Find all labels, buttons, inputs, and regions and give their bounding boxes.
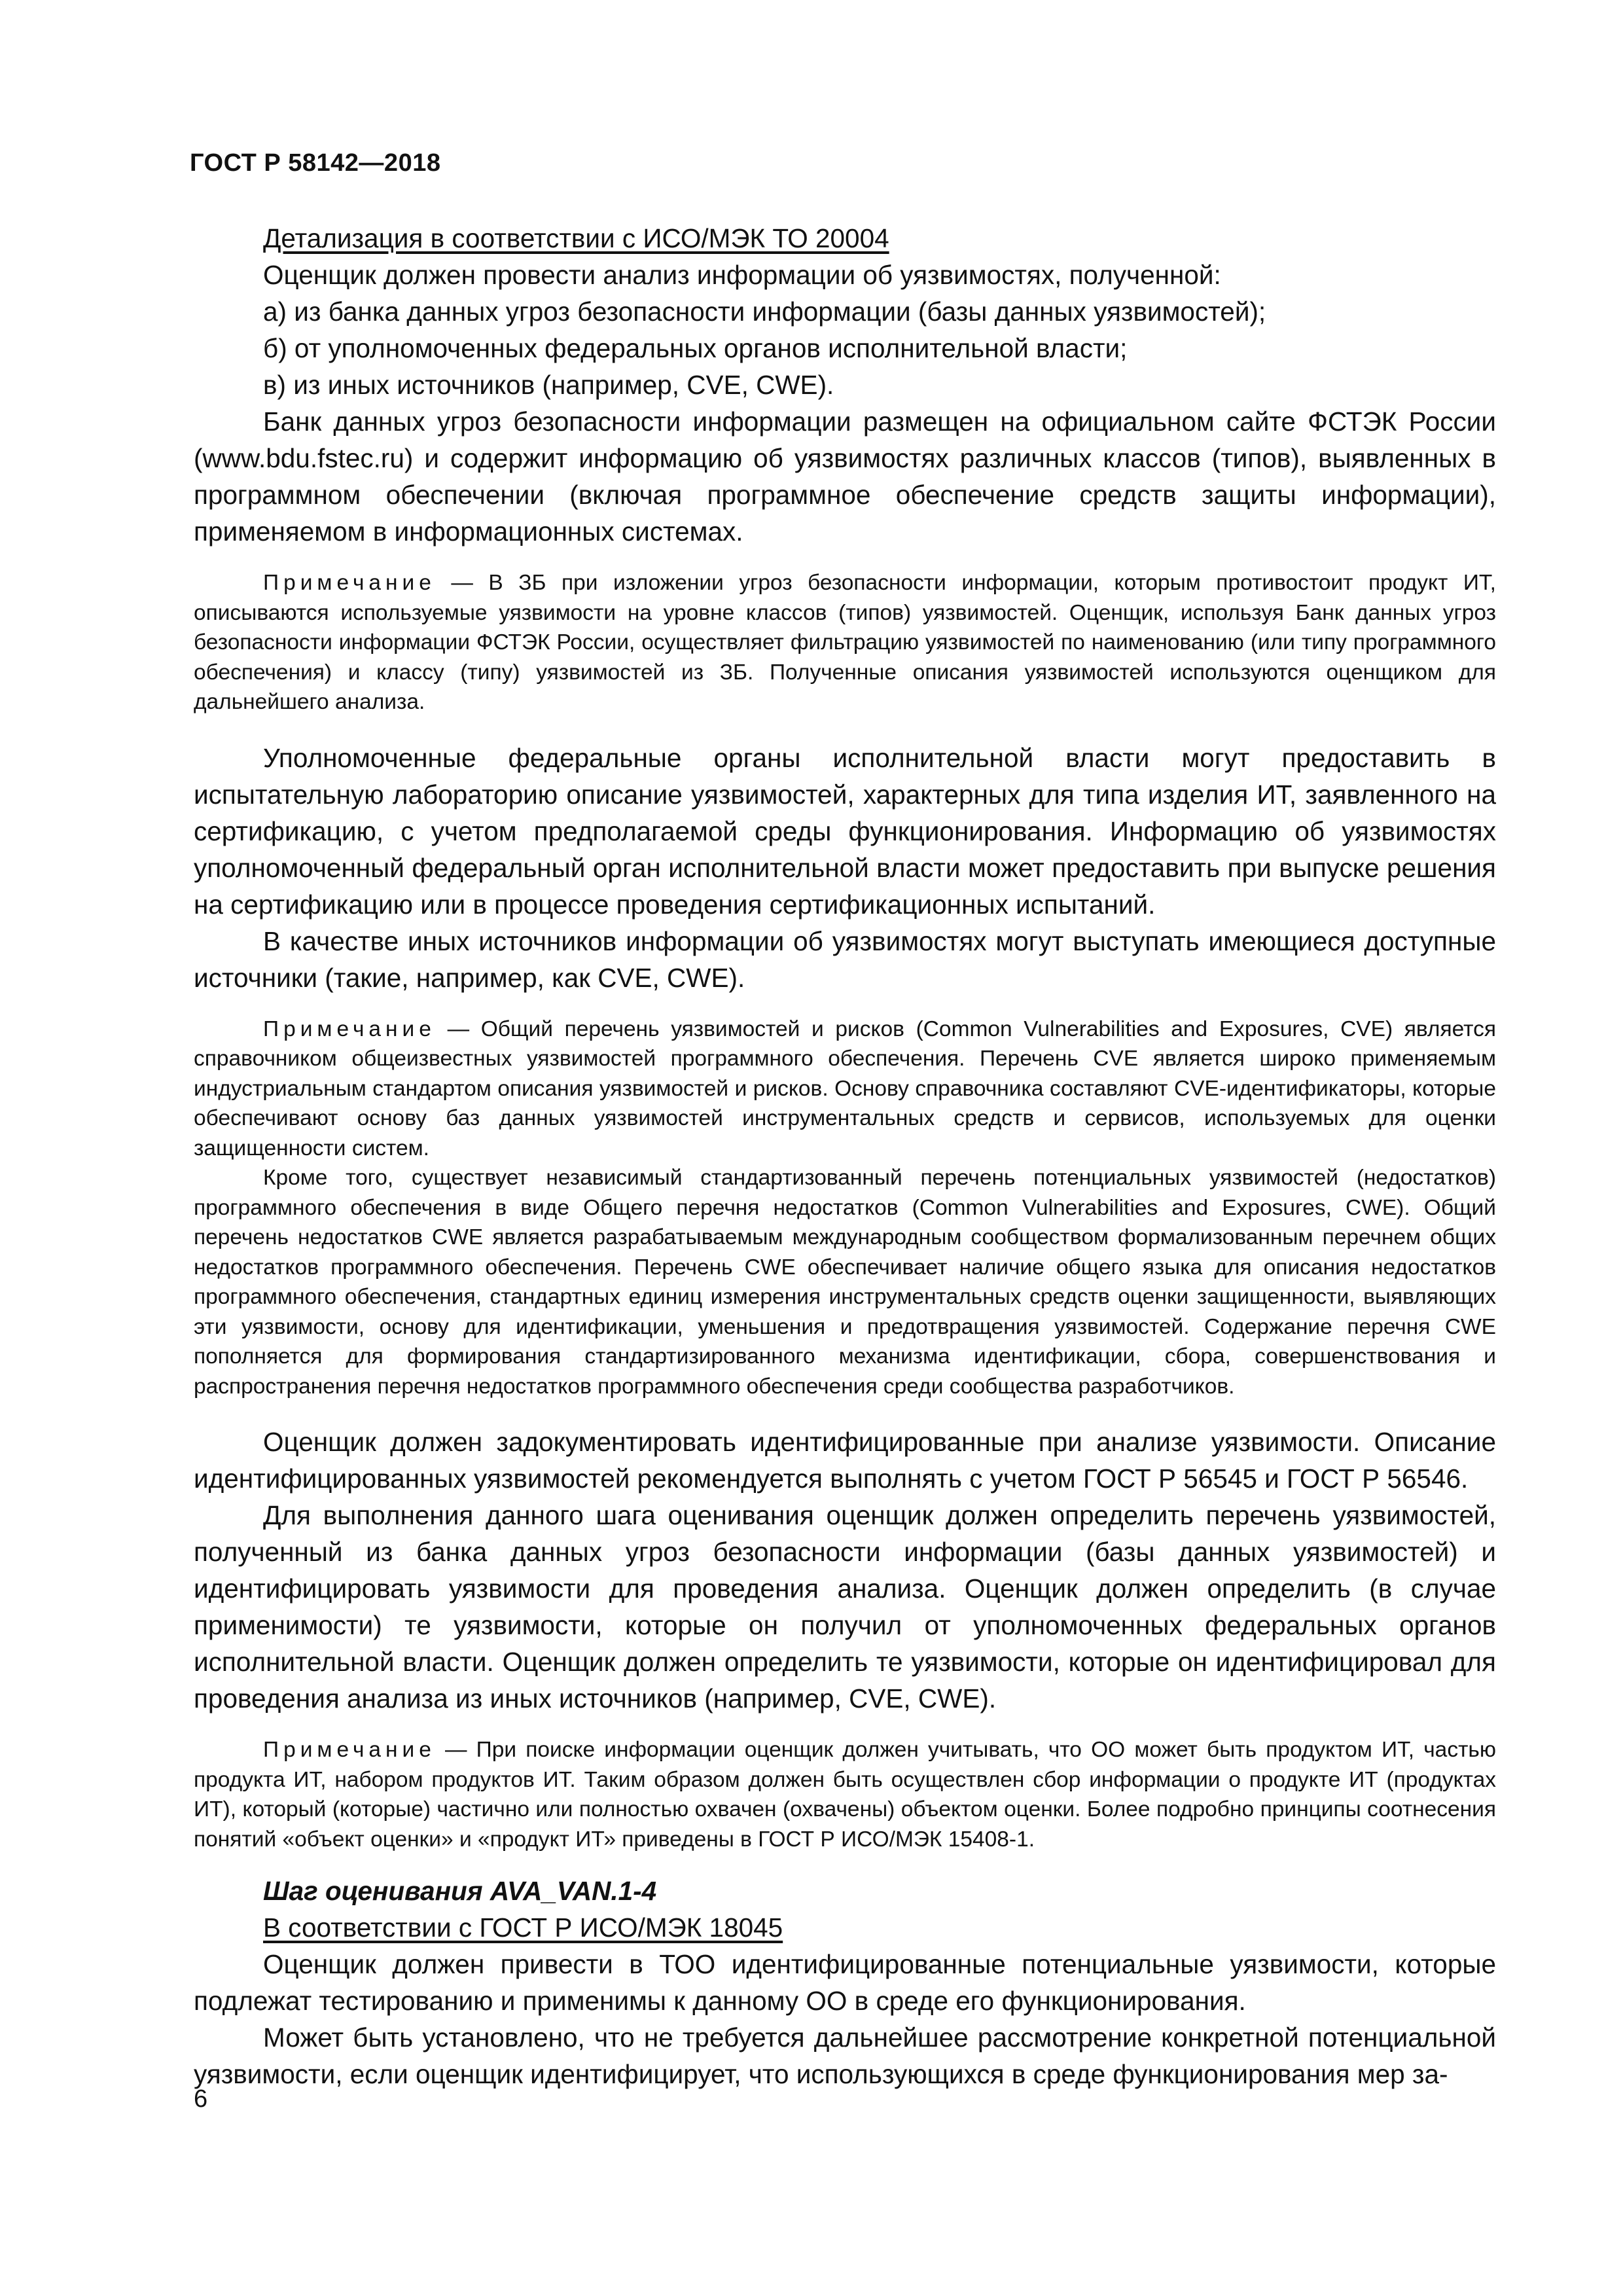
- paragraph-step4-2: Может быть установлено, что не требуется дальнейшее рассмотрение конкретной потенциальной уязвимости, если оценщик идентифицирует, что использующихся в среде функционирования мер за-: [194, 2022, 1496, 2089]
- list-item-c: в) из иных источников (например, CVE, CWE).: [263, 370, 834, 400]
- intro-paragraph: Оценщик должен провести анализ информации об уязвимостях, полученной:: [263, 260, 1221, 290]
- note-text: — При поиске информации оценщик должен учитывать, что ОО может быть продуктом ИТ, частью продукта ИТ, набором продуктов ИТ. Таким образом должен быть осуществлен сбор информации о продукте ИТ (продуктах ИТ), который (которые) частично или полностью охвачен (охвачены) объектом оценки. Более подробно принципы соотнесения понятий «объект оценки» и «продукт ИТ» приведены в ГОСТ Р ИСО/МЭК 15408-1.: [194, 1738, 1496, 1852]
- page-number: 6: [194, 2085, 208, 2113]
- list-item-a: а) из банка данных угроз безопасности информации (базы данных уязвимостей);: [263, 296, 1266, 327]
- paragraph-bank: Банк данных угроз безопасности информации размещен на официальном сайте ФСТЭК России (www.bdu.fstec.ru) и содержит информацию об уязвимостях различных классов (типов), выявленных в программном обеспечении (включая программное обеспечение средств защиты информации), применяемом в информационных системах.: [194, 406, 1496, 547]
- page-content: [194, 220, 1496, 2092]
- paragraph-authorities: Уполномоченные федеральные органы исполнительной власти могут предоставить в испытательную лабораторию описание уязвимостей, характерных для типа изделия ИТ, заявленного на сертификацию, с учетом предполагаемой среды функционирования. Информацию об уязвимостях уполномоченный федеральный орган исполнительной власти может предоставить при выпуске решения на сертификацию или в процессе проведения сертификационных испытаний.: [194, 742, 1496, 920]
- note-2-continuation: Кроме того, существует независимый стандартизованный перечень потенциальных уязвимостей (недостатков) программного обеспечения в виде Общего перечня недостатков (Common Vulnerabilities and Exposures, CWE). Общий перечень недостатков CWE является разрабатываемым международным сообществом формализованным перечнем общих недостатков программного обеспечения. Перечень CWE обеспечивает наличие общего языка для описания недостатков программного обеспечения, стандартных единиц измерения инструментальных средств оценки защищенности, выявляющих эти уязвимости, основу для идентификации, уменьшения и предотвращения уязвимостей. Содержание перечня CWE пополняется для формирования стандартизированного механизма идентификации, сбора, совершенствования и распространения перечня недостатков программного обеспечения среди сообщества разработчиков.: [194, 1166, 1496, 1399]
- paragraph-step: Для выполнения данного шага оценивания оценщик должен определить перечень уязвимостей, полученный из банка данных угроз безопасности информации (базы данных уязвимостей) и идентифицировать уязвимости для проведения анализа. Оценщик должен определить (в случае применимости) те уязвимости, которые он получил от уполномоченных федеральных органов исполнительной власти. Оценщик должен определить те уязвимости, которые он идентифицировал для проведения анализа из иных источников (например, CVE, CWE).: [194, 1500, 1496, 1713]
- note-text: — В ЗБ при изложении угроз безопасности информации, которым противостоит продукт ИТ, описываются используемые уязвимости на уровне классов (типов) уязвимостей. Оценщик, используя Банк данных угроз безопасности информации ФСТЭК России, осуществляет фильтрацию уязвимостей по наименованию (или типу программного обеспечения) и классу (типу) уязвимостей из ЗБ. Полученные описания уязвимостей используются оценщиком для дальнейшего анализа.: [194, 571, 1496, 714]
- paragraph-other-sources: В качестве иных источников информации об уязвимостях могут выступать имеющиеся доступные источники (такие, например, как CVE, CWE).: [194, 925, 1496, 993]
- subheading-detail: Детализация в соответствии с ИСО/МЭК ТО 20004: [263, 223, 889, 253]
- note-1: [194, 568, 1496, 717]
- document-code-header: ГОСТ Р 58142—2018: [190, 149, 441, 177]
- list-item-b: б) от уполномоченных федеральных органов исполнительной власти;: [263, 333, 1128, 363]
- subheading-accordance: В соответствии с ГОСТ Р ИСО/МЭК 18045: [263, 1912, 783, 1943]
- note-3: [194, 1735, 1496, 1854]
- note-label: Примечание: [263, 1016, 436, 1041]
- note-label: Примечание: [263, 1738, 436, 1762]
- note-2: [194, 1014, 1496, 1164]
- paragraph-document: Оценщик должен задокументировать идентифицированные при анализе уязвимости. Описание идентифицированных уязвимостей рекомендуется выполнять с учетом ГОСТ Р 56545 и ГОСТ Р 56546.: [194, 1427, 1496, 1494]
- note-label: Примечание: [263, 571, 436, 595]
- paragraph-step4-1: Оценщик должен привести в ТОО идентифицированные потенциальные уязвимости, которые подлежат тестированию и применимы к данному ОО в среде его функционирования.: [194, 1949, 1496, 2016]
- step-title: Шаг оценивания AVA_VAN.1-4: [263, 1876, 657, 1906]
- note-text: — Общий перечень уязвимостей и рисков (Common Vulnerabilities and Exposures, CVE) является справочником общеизвестных уязвимостей программного обеспечения. Перечень CVE является широко применяемым индустриальным стандартом описания уязвимостей и рисков. Основу справочника составляют CVE-идентификаторы, которые обеспечивают основу баз данных уязвимостей инструментальных средств и сервисов, используемых для оценки защищенности систем.: [194, 1016, 1496, 1160]
